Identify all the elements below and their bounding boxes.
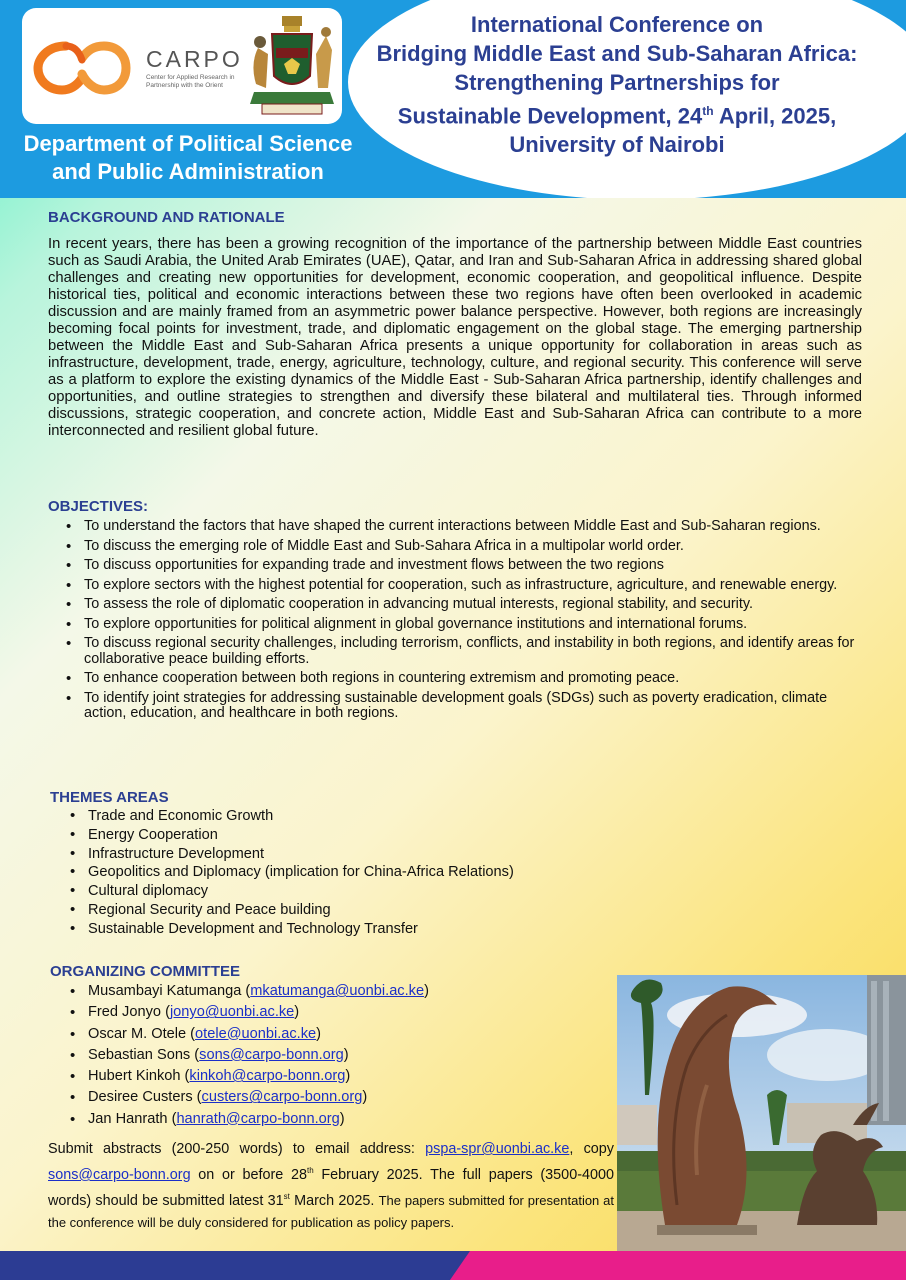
list-item: • To explore opportunities for political alignment in global governance institutions and international forums. — [64, 617, 864, 633]
submission-part: February 2025. The full papers (3500-4000 words) should be submitted latest 31 — [48, 1166, 614, 1209]
committee-member: • Fred Jonyo (jonyo@uonbi.ac.ke) — [68, 1002, 628, 1023]
member-email-link[interactable]: sons@carpo-bonn.org — [199, 1046, 344, 1063]
background-heading: BACKGROUND AND RATIONALE — [48, 209, 285, 226]
submission-part: Submit abstracts (200-250 words) to email address: — [48, 1141, 426, 1157]
conference-title — [372, 10, 862, 159]
list-item: • To discuss opportunities for expanding trade and investment flows between the two regions — [64, 558, 864, 574]
submission-email-link[interactable]: pspa-spr@uonbi.ac.ke — [425, 1141, 570, 1157]
themes-heading: THEMES AREAS — [50, 789, 169, 806]
title-line: Bridging Middle East and Sub-Saharan Africa: — [376, 41, 858, 66]
header-banner — [0, 0, 906, 198]
member-name: Oscar M. Otele — [88, 1025, 187, 1042]
member-email-link[interactable]: mkatumanga@uonbi.ac.ke — [250, 983, 425, 999]
university-crest-icon — [244, 14, 340, 118]
carpo-logo-icon — [32, 34, 132, 100]
committee-member: • Jan Hanrath (hanrath@carpo-bonn.org) — [68, 1109, 628, 1130]
background-text: In recent years, there has been a growing recognition of the importance of the partnership between Middle East countries such as Saudi Arabia, the United Arab Emirates (UAE), Qatar, and Iran and Sub-Saharan Africa in addressing shared global challenges and creating new opportunities for development, economic cooperation, and geopolitical influence. Despite historical ties, political and economic interactions between these two regions have often been overlooked in academic discussion and are mainly framed from an asymmetric power balance perspective. However, both regions are increasingly becoming focal points for investment, trade, and diplomatic engagement on the global stage. The emerging partnership between the Middle East and Sub-Saharan Africa presents a unique opportunity for collaboration in areas such as infrastructure, development, trade, energy, agriculture, technology, culture, and regional security. This conference will serve as a platform to explore the existing dynamics of the Middle East - Sub-Saharan Africa partnership, identify challenges and opportunities, and outline strategies to strengthen and diversify these bilateral and multilateral ties. Through informed discussions, strategic cooperation, and concrete action, Middle East and Sub-Saharan Africa can contribute to a more interconnected and resilient global future. — [48, 236, 862, 439]
list-item: • To assess the role of diplomatic cooperation in advancing mutual interests, regional stability, and security. — [64, 597, 864, 613]
title-date-sup: th — [702, 104, 714, 118]
member-email-link[interactable]: kinkoh@carpo-bonn.org — [189, 1068, 346, 1085]
submission-text — [48, 1139, 614, 1234]
objectives-list — [64, 519, 864, 726]
themes-list — [68, 807, 628, 939]
submission-sup: st — [283, 1191, 290, 1201]
title-line: International Conference on — [470, 12, 764, 37]
list-item: • To explore sectors with the highest potential for cooperation, such as infrastructure, agriculture, and renewable energy. — [64, 578, 864, 594]
submission-note: The papers submitted for presentation at the conference will be duly considered for publication as policy papers. — [48, 1192, 614, 1230]
list-item: • To understand the factors that have shaped the current interactions between Middle East and Sub-Saharan regions. — [64, 519, 864, 535]
committee-member: • Desiree Custers (custers@carpo-bonn.org) — [68, 1087, 628, 1108]
member-name: Musambayi Katumanga — [88, 983, 242, 999]
list-item: • To discuss the emerging role of Middle East and Sub-Sahara Africa in a multipolar world order. — [64, 539, 864, 555]
objectives-heading: OBJECTIVES: — [48, 498, 149, 515]
title-date-post: April, 2025, — [713, 103, 837, 129]
department-name: Department of Political Science and Public Administration — [23, 131, 353, 184]
member-name: Hubert Kinkoh — [88, 1068, 181, 1085]
carpo-name: CARPO — [146, 46, 243, 72]
title-line: University of Nairobi — [509, 132, 725, 158]
list-item: • Geopolitics and Diplomacy (implication for China-Africa Relations) — [68, 863, 628, 882]
logo-card — [22, 8, 342, 124]
list-item: • To discuss regional security challenges, including terrorism, conflicts, and instability in both regions, and identify areas for collaborative peace building efforts. — [64, 636, 864, 667]
submission-part: , copy — [569, 1141, 614, 1157]
submission-copy-email-link[interactable]: sons@carpo-bonn.org — [48, 1166, 191, 1183]
list-item: • Cultural diplomacy — [68, 882, 628, 901]
committee-member: • Musambayi Katumanga (mkatumanga@uonbi.ac.ke) — [68, 981, 628, 1002]
footer-pink-band — [450, 1251, 906, 1280]
member-email-link[interactable]: hanrath@carpo-bonn.org — [176, 1110, 340, 1127]
title-date-pre: Sustainable Development, 24 — [397, 103, 703, 129]
list-item: • Energy Cooperation — [68, 826, 628, 845]
member-name: Fred Jonyo — [88, 1004, 162, 1021]
member-name: Sebastian Sons — [88, 1046, 191, 1063]
member-name: Jan Hanrath — [88, 1110, 168, 1127]
member-name: Desiree Custers — [88, 1089, 193, 1106]
list-item: • To identify joint strategies for addressing sustainable development goals (SDGs) such as poverty eradication, climate action, education, and healthcare in both regions. — [64, 691, 864, 722]
member-email-link[interactable]: custers@carpo-bonn.org — [201, 1089, 363, 1106]
carpo-subtitle: Center for Applied Research in Partnership with the Orient — [146, 74, 235, 89]
list-item: • Infrastructure Development — [68, 845, 628, 864]
committee-list — [68, 981, 628, 1130]
list-item: • Regional Security and Peace building — [68, 901, 628, 920]
list-item: • To enhance cooperation between both regions in countering extremism and promoting peace. — [64, 671, 864, 687]
committee-member: • Oscar M. Otele (otele@uonbi.ac.ke) — [68, 1024, 628, 1045]
committee-heading: ORGANIZING COMMITTEE — [50, 963, 240, 980]
submission-part: March 2025. — [289, 1192, 379, 1209]
title-line: Strengthening Partnerships for — [454, 70, 780, 95]
member-email-link[interactable]: jonyo@uonbi.ac.ke — [169, 1004, 295, 1021]
submission-part: on or before 28 — [190, 1166, 308, 1183]
sculpture-photo — [617, 975, 906, 1251]
submission-sup: th — [307, 1166, 314, 1175]
committee-member: • Sebastian Sons (sons@carpo-bonn.org) — [68, 1045, 628, 1066]
list-item: • Trade and Economic Growth — [68, 807, 628, 826]
list-item: • Sustainable Development and Technology Transfer — [68, 920, 628, 939]
title-line — [372, 97, 862, 130]
committee-member: • Hubert Kinkoh (kinkoh@carpo-bonn.org) — [68, 1066, 628, 1087]
member-email-link[interactable]: otele@uonbi.ac.ke — [195, 1025, 317, 1042]
